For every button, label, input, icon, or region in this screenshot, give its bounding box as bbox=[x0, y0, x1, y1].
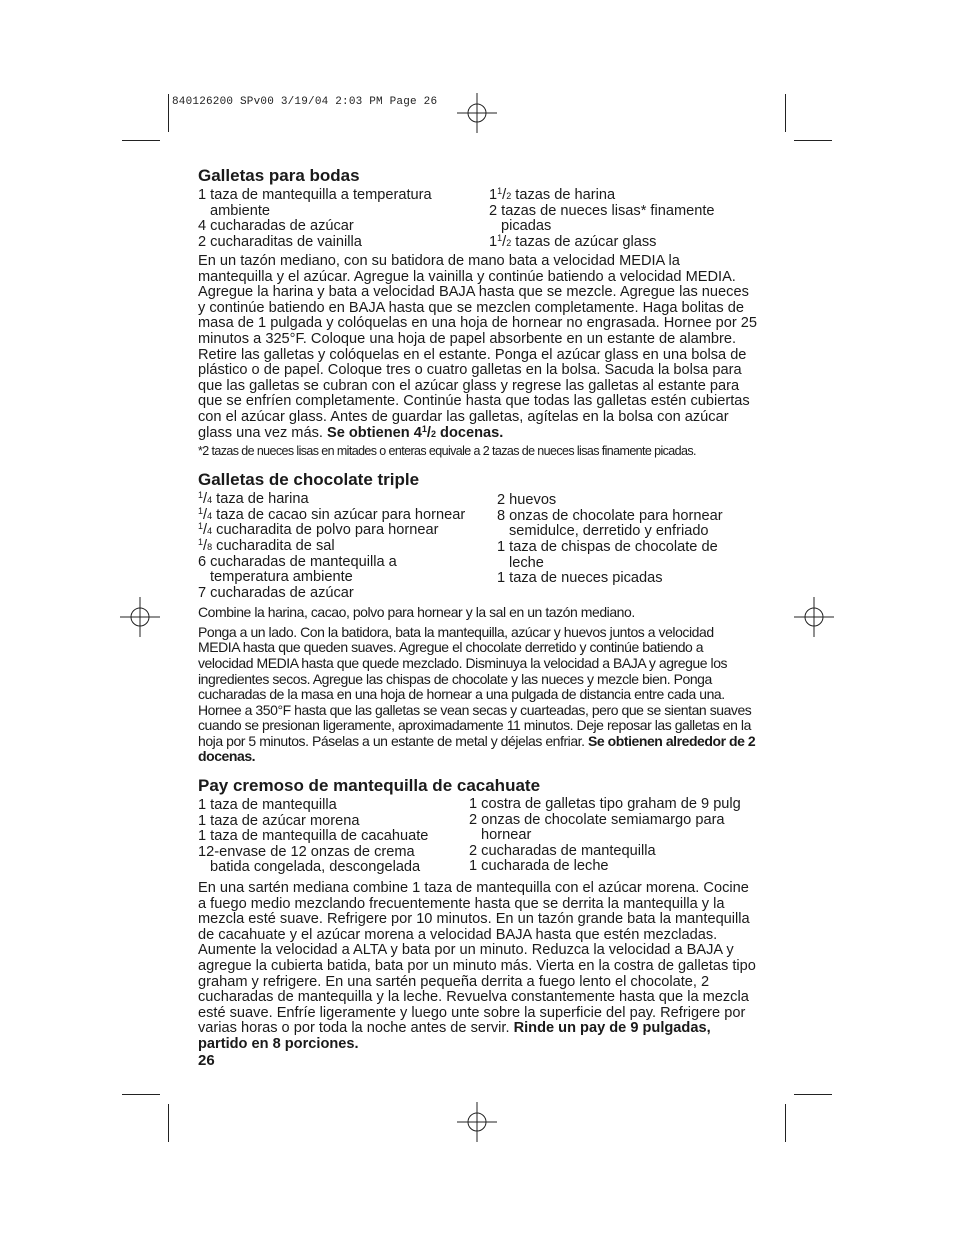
ingredient-line bbox=[198, 505, 466, 524]
ingredient-line bbox=[469, 828, 741, 844]
ingredient-text: 1 cucharada de leche bbox=[469, 858, 609, 875]
crop-mark bbox=[794, 1094, 832, 1095]
ingredients-right bbox=[489, 188, 715, 250]
crop-mark bbox=[785, 94, 786, 132]
recipe-instructions bbox=[198, 254, 758, 441]
registration-mark-icon bbox=[120, 597, 160, 637]
ingredient-text: 2 tazas de nueces lisas* finamente bbox=[489, 202, 715, 219]
quantity-fraction: $^1$/2 bbox=[497, 232, 512, 250]
ingredient-line bbox=[198, 555, 465, 571]
ingredient-line bbox=[489, 188, 715, 204]
ingredient-text: taza de harina bbox=[212, 491, 309, 508]
ingredient-line bbox=[198, 188, 432, 204]
quantity-fraction: $^1$/8 bbox=[198, 536, 213, 554]
ingredient-text: 2 cucharadas de mantequilla bbox=[469, 842, 656, 859]
ingredient-text: semidulce, derretido y enfriado bbox=[509, 523, 709, 540]
ingredient-line bbox=[497, 540, 723, 556]
ingredients-right bbox=[469, 797, 741, 875]
ingredient-text: cucharadita de polvo para hornear bbox=[212, 522, 439, 539]
ingredient-text: 7 cucharadas de azúcar bbox=[198, 584, 354, 601]
ingredient-text: tazas de harina bbox=[511, 187, 616, 203]
ingredient-line bbox=[198, 492, 465, 508]
ingredient-columns bbox=[198, 188, 758, 250]
crop-mark bbox=[122, 140, 160, 141]
ingredient-columns bbox=[198, 798, 758, 876]
ingredient-line bbox=[489, 219, 715, 235]
ingredient-line bbox=[489, 232, 715, 251]
quantity-whole: 1 bbox=[489, 233, 498, 250]
ingredients-left bbox=[198, 188, 432, 250]
ingredient-text: hornear bbox=[481, 827, 532, 844]
ingredient-text: 2 huevos bbox=[497, 492, 557, 509]
ingredient-line bbox=[198, 219, 432, 235]
recipe-yield: Rinde un pay de 9 pulgadas, partido en 8 porciones. bbox=[198, 1020, 711, 1052]
recipe-pay-cremoso-de-mantequilla-de-cacahuate bbox=[198, 776, 758, 1053]
registration-mark-icon bbox=[457, 93, 497, 133]
ingredient-line bbox=[497, 493, 723, 509]
ingredient-text: tazas de azúcar glass bbox=[511, 233, 657, 250]
ingredient-text: 6 cucharadas de mantequilla a bbox=[198, 553, 397, 570]
ingredient-text: cucharadita de sal bbox=[212, 537, 335, 554]
ingredient-line bbox=[198, 860, 428, 876]
ingredient-text: 1 costra de galletas tipo graham de 9 pulg bbox=[469, 796, 741, 813]
ingredient-line bbox=[469, 797, 741, 813]
ingredient-text: leche bbox=[509, 554, 544, 571]
quantity-whole: 1 bbox=[489, 187, 498, 203]
ingredient-line bbox=[198, 829, 428, 845]
quantity-fraction: $^1$/4 bbox=[198, 490, 213, 508]
ingredients-left bbox=[198, 492, 465, 601]
recipe-footnote: *2 tazas de nueces lisas en mitades o enteras equivale a 2 tazas de nueces lisas finamente picadas. bbox=[198, 444, 696, 459]
recipe-title: Galletas para bodas bbox=[198, 166, 360, 185]
ingredients-left bbox=[198, 798, 428, 876]
instructions-text: En un tazón mediano, con su batidora de mano bata a velocidad MEDIA la mantequilla y el azúcar. Agregue la vainilla y continúe batiendo a velocidad MEDIA. Agregue la harina y bata a velocidad BAJA hasta que se mezcle. Agregue las nueces y continúe batiendo en BAJA hasta que se mezclen completamente. Haga bolitas de masa de 1 pulgada y colóquelas en una hoja de hornear no engrasada. Hornee por 25 minutos a 325°F. Coloque una hoja de papel absorbente en un estante de alambre. Retire las galletas y colóquelas en el estante. Ponga el azúcar glass en una bolsa de plástico o de papel. Coloque tres o cuatro galletas en la bolsa. Sacuda la bolsa para que las galletas se cubran con el azúcar glass y regrese las galletas al estante para que se enfríen completamente. Continúe hasta que todas las galletas estén cubiertas con el azúcar glass. Antes de guardar las galletas, agítelas en la bolsa con azúcar glass una vez más. bbox=[198, 253, 758, 441]
registration-mark-icon bbox=[794, 597, 834, 637]
ingredient-line bbox=[198, 523, 465, 539]
ingredient-line bbox=[198, 586, 465, 602]
recipe-galletas-de-chocolate-triple bbox=[198, 470, 758, 765]
ingredient-line bbox=[489, 204, 715, 220]
recipe-title: Pay cremoso de mantequilla de cacahuate bbox=[198, 776, 541, 796]
ingredient-line bbox=[497, 509, 723, 525]
ingredient-text: 1 taza de mantequilla de cacahuate bbox=[198, 828, 429, 845]
ingredient-text: temperatura ambiente bbox=[210, 569, 353, 586]
ingredient-line bbox=[497, 571, 723, 587]
print-slug-line: 840126200 SPv00 3/19/04 2:03 PM Page 26 bbox=[172, 96, 438, 108]
quantity-fraction: $^1$/4 bbox=[198, 521, 213, 539]
ingredient-text: picadas bbox=[501, 218, 552, 235]
instructions-text: Ponga a un lado. Con la batidora, bata la mantequilla, azúcar y huevos juntos a velocidad MEDIA hasta que queden suaves. Agregue el chocolate derretido y continúe batiendo a velocidad MEDIA hasta que quede mezclado. Disminuya la velocidad a BAJA y agregue los ingredientes secos. Agregue las chispas de chocolate y las nueces y mezcle bien. Ponga cucharadas de la masa en una hoja de hornear a una pulgada de distancia entre cada una. Hornee a 350°F hasta que las galletas se vean secas y cuarteadas, pero que se sientan suaves cuando se presionan ligeramente, aproximadamente 11 minutos. Deje reposar las galletas en la hoja por 5 minutos. Páselas a un estante de metal y déjelas enfriar. bbox=[198, 623, 752, 749]
ingredient-text: 1 taza de nueces picadas bbox=[497, 570, 663, 587]
ingredient-line bbox=[497, 556, 723, 572]
crop-mark bbox=[794, 140, 832, 141]
ingredient-text: 2 cucharaditas de vainilla bbox=[198, 233, 362, 250]
recipe-page-content bbox=[198, 166, 758, 1053]
ingredient-line bbox=[469, 844, 741, 860]
ingredient-text: 4 cucharadas de azúcar bbox=[198, 218, 354, 235]
quantity-fraction: $^1$/4 bbox=[198, 505, 213, 523]
ingredient-line bbox=[198, 570, 465, 586]
recipe-title: Galletas de chocolate triple bbox=[198, 470, 420, 490]
recipe-galletas-para-bodas bbox=[198, 166, 758, 459]
ingredient-line bbox=[469, 859, 741, 875]
recipe-instructions bbox=[198, 881, 758, 1053]
ingredient-text: 8 onzas de chocolate para hornear bbox=[497, 507, 723, 524]
crop-mark bbox=[785, 1104, 786, 1142]
instructions-text: En una sartén mediana combine 1 taza de mantequilla con el azúcar morena. Cocine a fuego medio mezclando frecuentemente hasta que se derrita la mantequilla y la mezcla esté suave. Refrigere por 10 minutos. En un tazón grande bata la mantequilla de cacahuate y el azúcar morena a velocidad BAJA hasta que estén mezcladas. Aumente la velocidad a ALTA y bata por un minuto. Reduzca la velocidad a BAJA y agregue la cubierta batida, bata por un minuto más. Vierta en la costra de galletas tipo graham y refrigere. En una sartén pequeña derrita a fuego lento el chocolate, 2 cucharadas de mantequilla y la leche. Revuelva constantemente hasta que la mezcla esté suave. Enfríe ligeramente y luego unte sobre la superficie del pay. Refrigere por varias horas o por toda la noche antes de servir. bbox=[198, 880, 756, 1037]
recipe-yield: Se obtienen $4^1/2$ docenas. bbox=[326, 423, 504, 441]
ingredient-line bbox=[497, 524, 723, 540]
recipe-instructions-step-2 bbox=[198, 625, 758, 765]
quantity-fraction: $^1$/2 bbox=[497, 186, 512, 203]
ingredient-text: batida congelada, descongelada bbox=[210, 859, 421, 876]
ingredient-line bbox=[198, 814, 428, 830]
recipe-yield: Se obtienen alrededor de 2 docenas. bbox=[198, 732, 756, 765]
ingredient-line bbox=[469, 813, 741, 829]
ingredient-line bbox=[198, 204, 432, 220]
ingredient-line bbox=[198, 845, 428, 861]
ingredient-text: ambiente bbox=[210, 202, 271, 219]
ingredient-text: 1 taza de mantequilla a temperatura bbox=[198, 187, 432, 203]
ingredient-line bbox=[198, 798, 428, 814]
ingredient-text: taza de cacao sin azúcar para hornear bbox=[212, 506, 466, 523]
registration-mark-icon bbox=[457, 1102, 497, 1142]
ingredient-line bbox=[198, 235, 432, 251]
ingredient-text: 1 taza de mantequilla bbox=[198, 797, 337, 814]
crop-mark bbox=[168, 1104, 169, 1142]
ingredient-text: 2 onzas de chocolate semiamargo para bbox=[469, 811, 725, 828]
ingredient-columns bbox=[198, 492, 758, 602]
crop-mark bbox=[122, 1094, 160, 1095]
recipe-instructions-step-1: Combine la harina, cacao, polvo para hornear y la sal en un tazón mediano. bbox=[198, 604, 635, 621]
ingredient-text: 12-envase de 12 onzas de crema bbox=[198, 843, 415, 860]
ingredient-text: 1 taza de chispas de chocolate de bbox=[497, 538, 718, 555]
ingredients-right bbox=[497, 493, 723, 587]
ingredient-line bbox=[198, 536, 465, 555]
ingredient-text: 1 taza de azúcar morena bbox=[198, 812, 360, 829]
crop-mark bbox=[168, 94, 169, 132]
page-number: 26 bbox=[198, 1052, 215, 1069]
